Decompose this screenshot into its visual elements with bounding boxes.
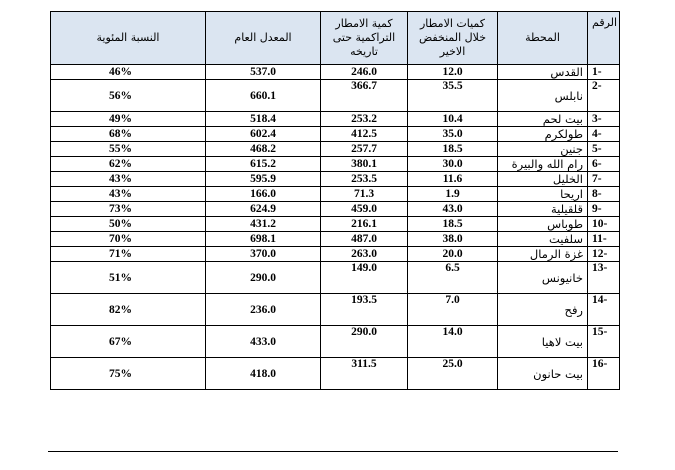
table-row	[51, 232, 620, 247]
station-cell: خانيونس	[498, 262, 588, 294]
average-cell: 166.0	[206, 187, 321, 202]
percent-cell: 75%	[51, 358, 206, 390]
average-cell: 433.0	[206, 326, 321, 358]
number-cell: 8-	[588, 187, 620, 202]
table-row	[51, 326, 620, 358]
table-row	[51, 358, 620, 390]
recent-cell: 7.0	[408, 294, 498, 326]
rainfall-table	[50, 11, 620, 390]
station-cell: نابلس	[498, 80, 588, 112]
average-cell: 518.4	[206, 112, 321, 127]
percent-cell: 43%	[51, 187, 206, 202]
cumulative-cell: 366.7	[321, 80, 408, 112]
average-cell: 431.2	[206, 217, 321, 232]
number-cell: 13-	[588, 262, 620, 294]
table-row	[51, 142, 620, 157]
percent-cell: 56%	[51, 80, 206, 112]
station-cell: طوباس	[498, 217, 588, 232]
percent-cell: 71%	[51, 247, 206, 262]
cumulative-cell: 290.0	[321, 326, 408, 358]
percent-cell: 82%	[51, 294, 206, 326]
header-percent: النسبة المئوية	[51, 12, 206, 65]
recent-cell: 10.4	[408, 112, 498, 127]
table-row	[51, 202, 620, 217]
cumulative-cell: 257.7	[321, 142, 408, 157]
recent-cell: 20.0	[408, 247, 498, 262]
number-cell: 7-	[588, 172, 620, 187]
recent-cell: 25.0	[408, 358, 498, 390]
percent-cell: 70%	[51, 232, 206, 247]
recent-cell: 35.0	[408, 127, 498, 142]
table-row	[51, 127, 620, 142]
header-row	[51, 12, 620, 65]
station-cell: بيت حانون	[498, 358, 588, 390]
average-cell: 290.0	[206, 262, 321, 294]
cumulative-cell: 263.0	[321, 247, 408, 262]
station-cell: اريحا	[498, 187, 588, 202]
station-cell: غزة الرمال	[498, 247, 588, 262]
cumulative-cell: 71.3	[321, 187, 408, 202]
recent-cell: 35.5	[408, 80, 498, 112]
average-cell: 624.9	[206, 202, 321, 217]
station-cell: طولكرم	[498, 127, 588, 142]
number-cell: 14-	[588, 294, 620, 326]
cumulative-cell: 311.5	[321, 358, 408, 390]
table-row	[51, 262, 620, 294]
cumulative-cell: 216.1	[321, 217, 408, 232]
cumulative-cell: 412.5	[321, 127, 408, 142]
table-row	[51, 157, 620, 172]
cumulative-cell: 149.0	[321, 262, 408, 294]
number-cell: 6-	[588, 157, 620, 172]
cumulative-cell: 193.5	[321, 294, 408, 326]
number-cell: 3-	[588, 112, 620, 127]
number-cell: 15-	[588, 326, 620, 358]
bottom-rule	[48, 451, 618, 452]
cumulative-cell: 380.1	[321, 157, 408, 172]
number-cell: 16-	[588, 358, 620, 390]
cumulative-cell: 487.0	[321, 232, 408, 247]
average-cell: 468.2	[206, 142, 321, 157]
cumulative-cell: 459.0	[321, 202, 408, 217]
recent-cell: 14.0	[408, 326, 498, 358]
number-cell: 2-	[588, 80, 620, 112]
number-cell: 4-	[588, 127, 620, 142]
header-station: المحطة	[498, 12, 588, 65]
station-cell: رفح	[498, 294, 588, 326]
average-cell: 615.2	[206, 157, 321, 172]
average-cell: 698.1	[206, 232, 321, 247]
station-cell: سلفيت	[498, 232, 588, 247]
station-cell: بيت لحم	[498, 112, 588, 127]
recent-cell: 1.9	[408, 187, 498, 202]
percent-cell: 68%	[51, 127, 206, 142]
average-cell: 418.0	[206, 358, 321, 390]
station-cell: الخليل	[498, 172, 588, 187]
average-cell: 595.9	[206, 172, 321, 187]
station-cell: قلقيلية	[498, 202, 588, 217]
average-cell: 660.1	[206, 80, 321, 112]
recent-cell: 38.0	[408, 232, 498, 247]
table-row	[51, 65, 620, 80]
recent-cell: 6.5	[408, 262, 498, 294]
average-cell: 370.0	[206, 247, 321, 262]
number-cell: 5-	[588, 142, 620, 157]
station-cell: بيت لاهيا	[498, 326, 588, 358]
percent-cell: 51%	[51, 262, 206, 294]
percent-cell: 43%	[51, 172, 206, 187]
station-cell: رام الله والبيرة	[498, 157, 588, 172]
table-row	[51, 294, 620, 326]
header-average: المعدل العام	[206, 12, 321, 65]
average-cell: 602.4	[206, 127, 321, 142]
percent-cell: 46%	[51, 65, 206, 80]
table-row	[51, 172, 620, 187]
percent-cell: 49%	[51, 112, 206, 127]
recent-cell: 30.0	[408, 157, 498, 172]
number-cell: 9-	[588, 202, 620, 217]
number-cell: 10-	[588, 217, 620, 232]
percent-cell: 73%	[51, 202, 206, 217]
table-row	[51, 112, 620, 127]
table-row	[51, 247, 620, 262]
table-row	[51, 187, 620, 202]
header-number: الرقم	[588, 12, 620, 65]
recent-cell: 43.0	[408, 202, 498, 217]
number-cell: 12-	[588, 247, 620, 262]
average-cell: 236.0	[206, 294, 321, 326]
average-cell: 537.0	[206, 65, 321, 80]
table-row	[51, 80, 620, 112]
station-cell: جنين	[498, 142, 588, 157]
recent-cell: 12.0	[408, 65, 498, 80]
header-cumulative: كمية الامطار التراكمية حتى تاريخه	[321, 12, 408, 65]
recent-cell: 11.6	[408, 172, 498, 187]
percent-cell: 55%	[51, 142, 206, 157]
number-cell: 1-	[588, 65, 620, 80]
number-cell: 11-	[588, 232, 620, 247]
percent-cell: 50%	[51, 217, 206, 232]
percent-cell: 67%	[51, 326, 206, 358]
table-row	[51, 217, 620, 232]
percent-cell: 62%	[51, 157, 206, 172]
cumulative-cell: 253.2	[321, 112, 408, 127]
recent-cell: 18.5	[408, 142, 498, 157]
cumulative-cell: 246.0	[321, 65, 408, 80]
header-recent: كميات الامطار خلال المنخفض الاخير	[408, 12, 498, 65]
cumulative-cell: 253.5	[321, 172, 408, 187]
station-cell: القدس	[498, 65, 588, 80]
recent-cell: 18.5	[408, 217, 498, 232]
